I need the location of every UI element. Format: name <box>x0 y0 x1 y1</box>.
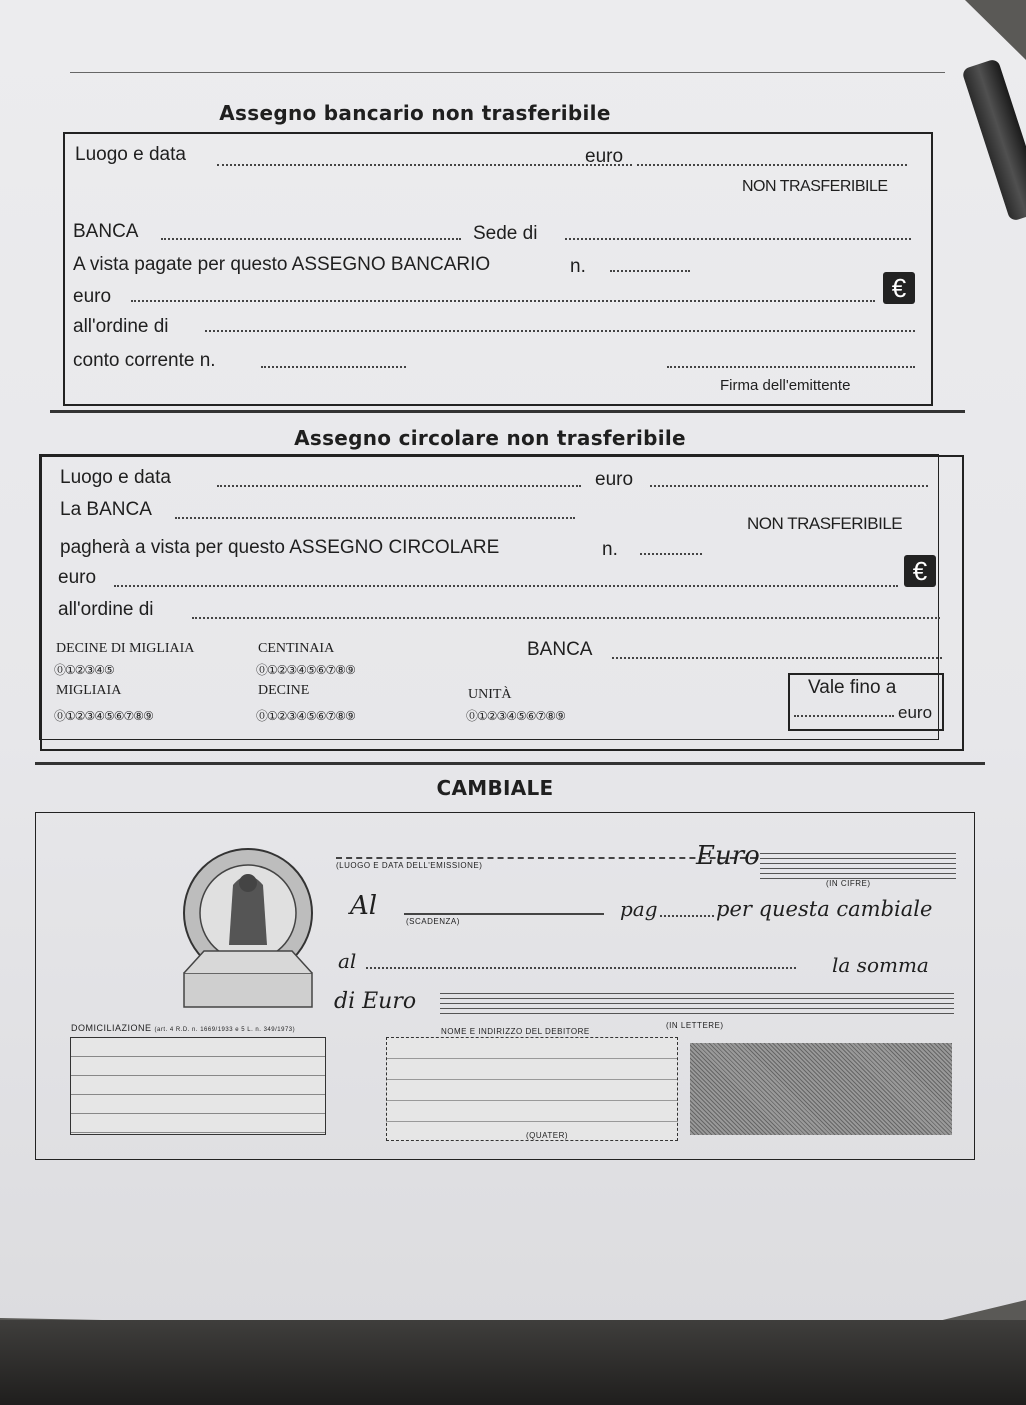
circolare-title: Assegno circolare non trasferibile <box>294 426 686 450</box>
domiciliazione-field[interactable] <box>70 1037 326 1135</box>
label-decine: DECINE <box>258 683 310 698</box>
cambiale-euro-script: Euro <box>696 841 760 871</box>
cambiale-luogo-field[interactable] <box>336 857 756 859</box>
domiciliazione-ref: (art. 4 R.D. n. 1669/1933 e 5 L. n. 349/1973) <box>154 1027 296 1033</box>
euro-icon: € <box>904 555 936 587</box>
circolare-paghera: pagherà a vista per questo ASSEGNO CIRCOLARE <box>60 537 500 558</box>
cambiale-in-lettere-label: (IN LETTERE) <box>666 1021 724 1030</box>
label-decine-migliaia: DECINE DI MIGLIAIA <box>56 641 195 656</box>
cambiale-nome-label: NOME E INDIRIZZO DEL DEBITORE <box>441 1027 590 1036</box>
cambiale-emblem-icon <box>148 833 348 1013</box>
bancario-numero-label: n. <box>570 256 586 277</box>
section-divider <box>35 762 985 765</box>
circolare-ordine-field[interactable] <box>192 617 940 619</box>
cambiale-pag-field[interactable] <box>660 915 714 917</box>
label-unita: UNITÀ <box>468 687 512 702</box>
label-centinaia: CENTINAIA <box>258 641 335 656</box>
bancario-ordine-field[interactable] <box>205 330 915 332</box>
cambiale-euro-lettere-field[interactable] <box>440 989 954 1017</box>
bancario-a-vista: A vista pagate per questo ASSEGNO BANCARIO <box>73 254 491 275</box>
bancario-box <box>63 132 933 406</box>
cambiale-di-euro: di Euro <box>334 989 417 1014</box>
bancario-luogo-field[interactable] <box>217 164 632 166</box>
label-migliaia: MIGLIAIA <box>56 683 122 698</box>
cambiale-euro-cifre-field[interactable] <box>760 849 956 879</box>
digits-unita[interactable]: ⓪①②③④⑤⑥⑦⑧⑨ <box>466 709 565 723</box>
bancario-title: Assegno bancario non trasferibile <box>219 101 611 125</box>
bancario-euro-field[interactable] <box>637 164 907 166</box>
circolare-numero-label: n. <box>602 539 618 560</box>
bancario-luogo-label: Luogo e data <box>75 144 186 165</box>
bancario-sede-field[interactable] <box>565 238 911 240</box>
circolare-banca-label: La BANCA <box>60 499 152 520</box>
cambiale-in-cifre-label: (IN CIFRE) <box>826 879 871 888</box>
vale-fino-euro: euro <box>898 703 933 722</box>
section-divider <box>50 410 965 413</box>
digits-migliaia[interactable]: ⓪①②③④⑤⑥⑦⑧⑨ <box>54 709 153 723</box>
cambiale-al2-script: al <box>338 949 357 973</box>
euro-icon: € <box>883 272 915 304</box>
digits-decine-migliaia[interactable]: ⓪①②③④⑤ <box>54 663 114 677</box>
circolare-euro-words-field[interactable] <box>114 585 898 587</box>
cambiale-title: CAMBIALE <box>436 776 554 800</box>
vale-fino-field[interactable] <box>794 715 894 717</box>
cambiale-al-script: Al <box>350 891 378 921</box>
cambiale-scadenza-field[interactable] <box>404 913 604 915</box>
bancario-ordine-label: all'ordine di <box>73 316 169 337</box>
circolare-non-trasferibile: NON TRASFERIBILE <box>747 514 903 533</box>
vale-fino-label: Vale fino a <box>808 677 897 698</box>
circolare-luogo-field[interactable] <box>217 485 581 487</box>
circolare-banca-field[interactable] <box>175 517 575 519</box>
circolare-euro-label: euro <box>595 469 634 490</box>
bancario-banca-label: BANCA <box>73 221 139 242</box>
circolare-box <box>40 455 964 751</box>
cambiale-la-somma: la somma <box>832 953 929 977</box>
cambiale-luogo-label: (LUOGO E DATA DELL'EMISSIONE) <box>336 861 483 870</box>
cambiale-quater-label: (QUATER) <box>526 1131 569 1140</box>
cambiale-pag-script: pag <box>620 897 658 921</box>
circolare-banca2-label: BANCA <box>527 639 593 660</box>
circolare-euro-line-label: euro <box>58 567 97 588</box>
cambiale-domiciliazione-label <box>71 1023 295 1033</box>
bancario-firma-field[interactable] <box>667 366 915 368</box>
cambiale-al2-field[interactable] <box>366 967 796 969</box>
cambiale-per-questa: per questa cambiale <box>716 897 933 921</box>
bancario-banca-field[interactable] <box>161 238 461 240</box>
bancario-conto-field[interactable] <box>261 366 406 368</box>
circolare-numero-field[interactable] <box>640 553 702 555</box>
bancario-conto-label: conto corrente n. <box>73 350 216 371</box>
background-surface <box>0 1320 1026 1405</box>
bancario-non-trasferibile: NON TRASFERIBILE <box>742 178 888 195</box>
top-rule <box>70 72 945 73</box>
vale-fino-box <box>788 673 944 731</box>
firma-stamp-area[interactable] <box>690 1043 952 1135</box>
circolare-euro-field[interactable] <box>650 485 928 487</box>
nome-indirizzo-field[interactable] <box>386 1037 678 1141</box>
digits-centinaia[interactable]: ⓪①②③④⑤⑥⑦⑧⑨ <box>256 663 355 677</box>
bancario-euro-line-label: euro <box>73 286 112 307</box>
bancario-numero-field[interactable] <box>610 270 690 272</box>
bancario-firma-label: Firma dell'emittente <box>720 377 851 394</box>
circolare-ordine-label: all'ordine di <box>58 599 154 620</box>
cambiale-box <box>35 812 975 1160</box>
cambiale-scadenza-label: (SCADENZA) <box>406 917 460 926</box>
bancario-sede-label: Sede di <box>473 223 538 244</box>
domiciliazione-text: DOMICILIAZIONE <box>71 1023 152 1033</box>
digits-decine[interactable]: ⓪①②③④⑤⑥⑦⑧⑨ <box>256 709 355 723</box>
circolare-luogo-label: Luogo e data <box>60 467 171 488</box>
bancario-euro-label: euro <box>585 146 624 167</box>
bancario-euro-words-field[interactable] <box>131 300 875 302</box>
circolare-banca2-field[interactable] <box>612 657 942 659</box>
